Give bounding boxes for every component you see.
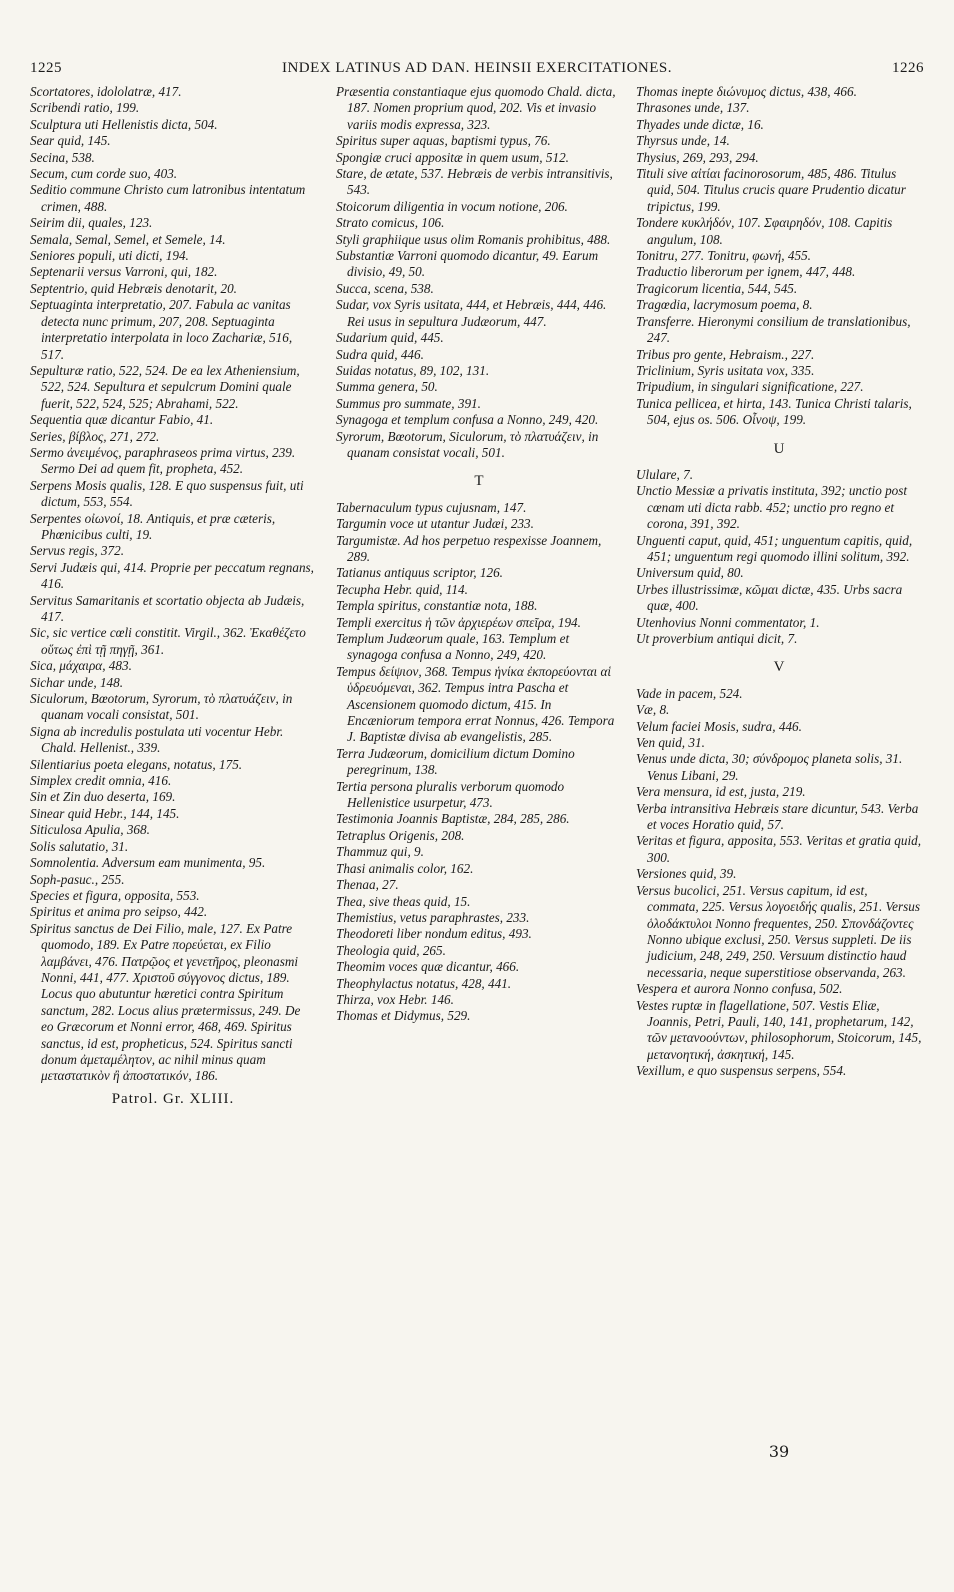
index-entry: Venus unde dicta, 30; σύνδρομος planeta solis, 31. Venus Libani, 29. bbox=[636, 751, 903, 783]
index-entry: Scribendi ratio, 199. bbox=[30, 100, 140, 116]
index-entry: Testimonia Joannis Baptistæ, 284, 285, 286. bbox=[336, 811, 570, 827]
index-entry: Tondere κυκλήδόν, 107. Σφαιρηδόν, 108. Capitis angulum, 108. bbox=[636, 215, 893, 247]
page-number-right: 1226 bbox=[892, 60, 924, 76]
index-entry: Sepulturæ ratio, 522, 524. De ea lex Atheniensium, 522, 524. Sepultura et sepulcrum Domini quale fuerit, 522, 524, 525; Abrahami, 522. bbox=[30, 362, 300, 411]
index-entry: Stare, de ætate, 537. Hebræis de verbis intransitivis, 543. bbox=[336, 166, 613, 198]
index-entry: Serpens Mosis qualis, 128. E quo suspensus fuit, uti dictum, 553, 554. bbox=[30, 477, 304, 510]
index-entry: Syrorum, Bœotorum, Siculorum, τὸ πλατυάζειν, in quanam consistat vocali, 501. bbox=[336, 428, 599, 460]
index-entry: Tripudium, in singulari significatione, 227. bbox=[636, 379, 864, 395]
index-entry: Sudar, vox Syris usitata, 444, et Hebræis, 444, 446. Rei usus in sepultura Judæorum, 447. bbox=[336, 297, 607, 329]
index-entry: Stoicorum diligentia in vocum notione, 206. bbox=[336, 198, 568, 214]
index-entry: Verba intransitiva Hebræis stare dicuntur, 543. Verba et voces Horatio quid, 57. bbox=[636, 800, 919, 833]
index-entry: Thea, sive theas quid, 15. bbox=[336, 893, 471, 909]
index-entry: Templum Judæorum quale, 163. Templum et synagoga confusa a Nonno, 249, 420. bbox=[336, 631, 570, 663]
index-entry: Traductio liberorum per ignem, 447, 448. bbox=[636, 264, 856, 280]
index-entry: Styli graphiique usus olim Romanis prohibitus, 488. bbox=[336, 231, 611, 247]
index-entry: Thyrsus unde, 14. bbox=[636, 133, 730, 149]
index-entry: Synagoga et templum confusa a Nonno, 249, 420. bbox=[336, 412, 599, 428]
index-entry: Themistius, vetus paraphrastes, 233. bbox=[336, 909, 530, 925]
index-entry: Tribus pro gente, Hebraism., 227. bbox=[636, 346, 815, 362]
index-entry: Tertia persona pluralis verborum quomodo Hellenisticе usurpetur, 473. bbox=[336, 778, 565, 811]
index-entry: Soph-pasuc., 255. bbox=[30, 871, 125, 887]
index-entry: Spongiæ cruci appositæ in quem usum, 512. bbox=[336, 149, 569, 165]
index-entry: Siculorum, Bœotorum, Syrorum, τὸ πλατυάζειν, in quanam vocali consistat, 501. bbox=[30, 691, 293, 723]
index-entry: Velum faciei Mosis, sudra, 446. bbox=[636, 718, 802, 734]
index-entry: Targumistæ. Ad hos perpetuo respexisse Joannem, 289. bbox=[336, 532, 602, 564]
index-entry: Tetraplus Origenis, 208. bbox=[336, 827, 465, 843]
index-entry: Thasi animalis color, 162. bbox=[336, 860, 474, 876]
index-entry: Targumin voce ut utantur Judæi, 233. bbox=[336, 516, 534, 532]
section-letter: T bbox=[474, 473, 484, 490]
index-entry: Tatianus antiquus scriptor, 126. bbox=[336, 565, 503, 581]
index-entry: Seditio commune Christo cum latronibus intentatum crimen, 488. bbox=[30, 182, 306, 214]
index-entry: Tabernaculum typus cujusnam, 147. bbox=[336, 499, 527, 515]
index-entry: Sin et Zin duo deserta, 169. bbox=[30, 789, 176, 805]
index-entry: Sic, sic vertice cœli constitit. Virgil., 362. Ἐκαθέζετο οὕτως ἐπὶ τῇ πηγῇ, 361. bbox=[30, 625, 306, 657]
index-entry: Spiritus et anima pro seipso, 442. bbox=[30, 904, 208, 920]
index-entry: Thomas inepte διώνυμος dictus, 438, 466. bbox=[636, 84, 857, 99]
index-entry: Thysius, 269, 293, 294. bbox=[636, 149, 759, 165]
index-entry: Spiritus super aquas, baptismi typus, 76. bbox=[336, 133, 551, 149]
index-entry: Tecupha Hebr. quid, 114. bbox=[336, 581, 468, 597]
index-entry: Strato comicus, 106. bbox=[336, 215, 445, 231]
index-entry: Suidas notatus, 89, 102, 131. bbox=[336, 362, 490, 378]
index-entry: Tituli sive αἰτίαι facinorosorum, 485, 486. Titulus quid, 504. Titulus crucis quare Prudentio dicatur tripictus, 199. bbox=[636, 166, 906, 214]
index-entry: Universum quid, 80. bbox=[636, 565, 744, 581]
index-entry: Vexillum, e quo suspensus serpens, 554. bbox=[636, 1063, 847, 1079]
index-column-3 bbox=[636, 84, 922, 1080]
index-entry: Thirza, vox Hebr. 146. bbox=[336, 991, 454, 1007]
index-entry: Sermo ἀνειμένος, paraphraseos prima virtus, 239. Sermo Dei ad quem fit, propheta, 452. bbox=[30, 444, 296, 477]
index-entry: Tragicorum licentia, 544, 545. bbox=[636, 280, 798, 296]
index-entry: Sudarium quid, 445. bbox=[336, 330, 444, 346]
index-entry: Vade in pacem, 524. bbox=[636, 685, 743, 701]
volume-footer-wrap bbox=[30, 1085, 316, 1109]
index-entry: Vera mensura, id est, justa, 219. bbox=[636, 784, 806, 800]
index-entry: Serpentes οἰωνοί, 18. Antiquis, et præ cæteris, Phœnicibus culti, 19. bbox=[30, 510, 276, 542]
index-entry: Series, βίβλος, 271, 272. bbox=[30, 428, 160, 444]
index-entry: Secum, cum corde suo, 403. bbox=[30, 166, 178, 182]
index-entry: Theodoreti liber nondum editus, 493. bbox=[336, 926, 532, 942]
index-entry: Seirim dii, quales, 123. bbox=[30, 215, 153, 231]
index-entry: Summa genera, 50. bbox=[336, 379, 438, 395]
index-entry: Sudra quid, 446. bbox=[336, 346, 424, 362]
index-entry: Tragœdia, lacrymosum poema, 8. bbox=[636, 297, 813, 313]
index-entry: Thyades unde dictæ, 16. bbox=[636, 116, 764, 132]
signature-number: 39 bbox=[768, 1442, 790, 1461]
index-entry: Septuaginta interpretatio, 207. Fabula ac vanitas detecta nunc primum, 207, 208. Septuaginta interpretatio interpolata in loco Zachariæ, 516, 517. bbox=[30, 297, 293, 362]
index-entry: Secina, 538. bbox=[30, 149, 95, 165]
index-entry: Thomas et Didymus, 529. bbox=[336, 1008, 471, 1024]
index-entry: Tempus δείψιον, 368. Tempus ἡνίκα ἐκπορεύονται αἱ ὑδρευόμεναι, 362. Tempus intra Pascha et Ascensionem quomodo dictum, 415. In Encæniorum tempora errat Nonnus, 426. Tempora J. Baptistæ divisa ab evangelistis, 285. bbox=[336, 663, 615, 745]
index-entry: Signa ab incredulis postulata uti vocentur Hebr. Chald. Hellenist., 339. bbox=[30, 723, 284, 756]
index-entry: Siticulosa Apulia, 368. bbox=[30, 822, 150, 838]
index-entry: Summus pro summate, 391. bbox=[336, 395, 481, 411]
index-entry: Sculptura uti Hellenistis dicta, 504. bbox=[30, 116, 218, 132]
index-entry: Versus bucolici, 251. Versus capitum, id est, commata, 225. Versus λογοειδής qualis, 251. Versus ὁλοδάκτυλοι Nonno frequentes, 250. Σπονδάζοντες Nonno ubique exclusi, 250. Versus suppleti. De iis judicium, 248, 249, 250. Versuum distinctio haud necessaria, neque superstitiose observanda, 263. bbox=[636, 882, 920, 980]
index-entry: Væ, 8. bbox=[636, 702, 670, 718]
index-entry: Versiones quid, 39. bbox=[636, 866, 737, 882]
index-entry: Spiritus sanctus de Dei Filio, male, 127. Ex Patre quomodo, 189. Ex Patre πορεύεται, ex Filio λαμβάνει, 476. Πατρῷος et γενετῆρος, pleonasmi Nonni, 441, 477. Χριστοῦ σύγγονος dictus, 189. Locus quo abutuntur hæretici contra Spiritum sanctum, 282. Locus alius prætermissus, 249. De eo Græcorum et Nonni error, 468, 469. Spiritus sanctus, id est, propheticus, 524. Spiritus sancti donum ἀμεταμέλητον, ac nihil minus quam μεταστατικὸν ἢ ἀποστατικόν, 186. bbox=[30, 920, 301, 1084]
index-entry: Servus regis, 372. bbox=[30, 543, 125, 559]
index-entry: Succa, scena, 538. bbox=[336, 280, 434, 296]
index-entry: Simplex credit omnia, 416. bbox=[30, 773, 172, 789]
section-letter: V bbox=[773, 659, 785, 676]
index-entry: Tunica pellicea, et hirta, 143. Tunica Christi talaris, 504, ejus os. 506. Οἶνοψ, 199. bbox=[636, 395, 912, 428]
index-column-1 bbox=[30, 84, 316, 1109]
index-entry: Solis salutatio, 31. bbox=[30, 838, 129, 854]
index-entry: Thenaa, 27. bbox=[336, 877, 399, 893]
index-entry: Somnolentia. Adversum eam munimenta, 95. bbox=[30, 855, 266, 871]
index-entry: Veritas et figura, apposita, 553. Veritas et gratia quid, 300. bbox=[636, 833, 921, 865]
volume-footer: Patrol. Gr. XLIII. bbox=[111, 1090, 235, 1107]
index-entry: Vespera et aurora Nonno confusa, 502. bbox=[636, 981, 843, 997]
index-entry: Terra Judæorum, domicilium dictum Domino peregrinum, 138. bbox=[336, 745, 575, 778]
index-entry: Transferre. Hieronymi consilium de translationibus, 247. bbox=[636, 313, 911, 346]
index-entry: Sinear quid Hebr., 144, 145. bbox=[30, 805, 180, 821]
index-entry: Theophylactus notatus, 428, 441. bbox=[336, 975, 512, 991]
index-entry: Species et figura, opposita, 553. bbox=[30, 887, 200, 903]
index-entry: Vestes ruptæ in flagellatione, 507. Vestis Eliæ, Joannis, Petri, Pauli, 140, 141, prophetarum, 142, τῶν μετανοούντων, philosophorum, Stoicorum, 145, μετανοητική, ἀσκητική, 145. bbox=[636, 997, 922, 1062]
index-entry: Unctio Messiæ a privatis instituta, 392; unctio post cœnam uti dicta rabb. 452; unctio pro regno et corona, 391, 392. bbox=[636, 483, 908, 532]
index-entry: Sear quid, 145. bbox=[30, 133, 111, 149]
index-entry: Servi Judæis qui, 414. Proprie per peccatum regnans, 416. bbox=[30, 559, 314, 592]
index-column-2 bbox=[336, 84, 622, 1025]
index-entry: Præsentia constantiaque ejus quomodo Chald. dicta, 187. Nomen proprium quod, 202. Vis et invasio variis modis expressa, 323. bbox=[336, 84, 616, 132]
index-entry: Sica, μάχαιρα, 483. bbox=[30, 658, 132, 674]
page-number-left: 1225 bbox=[30, 60, 62, 76]
index-entry: Templa spiritus, constantiæ nota, 188. bbox=[336, 598, 538, 614]
index-entry: Seniores populi, uti dicti, 194. bbox=[30, 248, 189, 264]
index-entry: Semala, Semal, Semel, et Semele, 14. bbox=[30, 231, 226, 247]
index-entry: Scortatores, idololatræ, 417. bbox=[30, 84, 182, 99]
index-entry: Theologia quid, 265. bbox=[336, 942, 446, 958]
index-entry: Servitus Samaritanis et scortatio objecta ab Judæis, 417. bbox=[30, 592, 305, 624]
running-title: INDEX LATINUS AD DAN. HEINSII EXERCITATIONES. bbox=[281, 60, 672, 76]
index-entry: Ut proverbium antiqui dicit, 7. bbox=[636, 631, 798, 646]
index-entry: Utenhovius Nonni commentator, 1. bbox=[636, 614, 820, 630]
section-letter: U bbox=[773, 440, 785, 457]
index-entry: Substantiæ Varroni quomodo dicantur, 49. Earum divisio, 49, 50. bbox=[336, 248, 599, 280]
index-entry: Ven quid, 31. bbox=[636, 735, 705, 751]
index-entry: Silentiarius poeta elegans, notatus, 175. bbox=[30, 756, 243, 772]
index-entry: Tonitru, 277. Tonitru, φωνή, 455. bbox=[636, 248, 811, 264]
index-entry: Templi exercitus ἡ τῶν ἀρχιερέων σπεῖρα, 194. bbox=[336, 614, 581, 630]
index-entry: Thrasones unde, 137. bbox=[636, 100, 750, 116]
index-entry: Unguenti caput, quid, 451; unguentum capitis, quid, 451; unguentum regi quomodo illini solitum, 392. bbox=[636, 532, 913, 564]
page-header bbox=[30, 60, 924, 82]
index-entry: Ululare, 7. bbox=[636, 466, 694, 482]
index-entry: Sichar unde, 148. bbox=[30, 674, 124, 690]
index-entry: Triclinium, Syris usitata vox, 335. bbox=[636, 362, 815, 378]
index-entry: Sequentia quæ dicantur Fabio, 41. bbox=[30, 412, 214, 428]
index-entry: Septenarii versus Varroni, qui, 182. bbox=[30, 264, 218, 280]
index-entry: Theomim voces quæ dicantur, 466. bbox=[336, 959, 520, 975]
index-entry: Thammuz qui, 9. bbox=[336, 844, 424, 860]
index-entry: Septentrio, quid Hebræis denotarit, 20. bbox=[30, 280, 237, 296]
index-entry: Urbes illustrissimæ, κῶμαι dictæ, 435. Urbs sacra quæ, 400. bbox=[636, 581, 903, 614]
